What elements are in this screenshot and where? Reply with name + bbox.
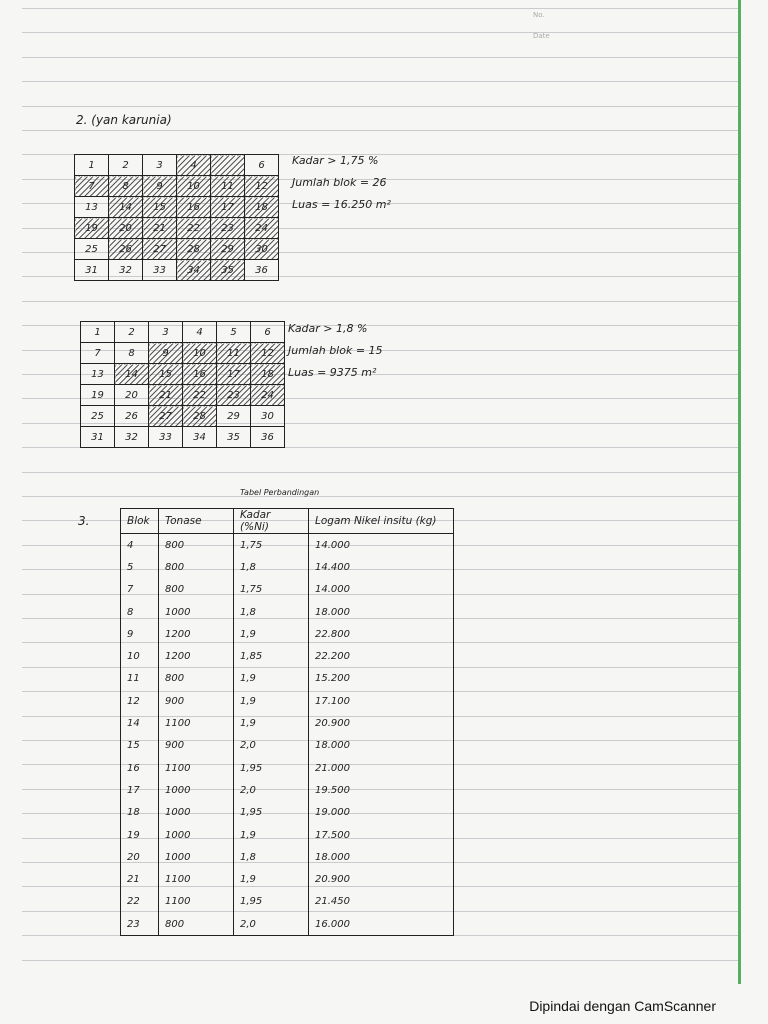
header-no-label: No. (533, 11, 545, 19)
table-cell: 1200 (159, 645, 234, 667)
grid-cell: 35 (217, 427, 251, 448)
table-cell: 1,95 (234, 802, 309, 824)
header-blok: Blok (121, 509, 159, 534)
grid-cell: 13 (75, 197, 109, 218)
table-cell: 1,9 (234, 868, 309, 890)
table-row (121, 802, 454, 824)
table-row (121, 891, 454, 913)
grid-cell: 10 (177, 176, 211, 197)
table-cell: 2,0 (234, 913, 309, 936)
table-caption: Tabel Perbandingan (240, 488, 320, 497)
grid-cell: 12 (251, 343, 285, 364)
grid-1-kadar: Kadar > 1,75 % (292, 154, 379, 167)
grid-cell: 2 (109, 155, 143, 176)
section-2-title: 2. (yan karunia) (76, 113, 172, 127)
table-cell: 19 (121, 824, 159, 846)
grid-row (75, 239, 279, 260)
table-cell: 22.800 (309, 623, 454, 645)
grid-cell: 6 (251, 322, 285, 343)
table-row (121, 690, 454, 712)
table-cell: 5 (121, 556, 159, 578)
table-cell: 21 (121, 868, 159, 890)
table-cell: 1000 (159, 846, 234, 868)
grid-cell: 23 (211, 218, 245, 239)
grid-cell: 31 (75, 260, 109, 281)
grid-cell: 36 (245, 260, 279, 281)
table-row (121, 645, 454, 667)
grid-cell: 14 (109, 197, 143, 218)
grid-cell: 2 (115, 322, 149, 343)
grid-cell: 15 (143, 197, 177, 218)
table-cell: 1,8 (234, 601, 309, 623)
grid-cell: 28 (183, 406, 217, 427)
table-cell: 16.000 (309, 913, 454, 936)
table-cell: 23 (121, 913, 159, 936)
table-cell: 2,0 (234, 735, 309, 757)
grid-row (75, 176, 279, 197)
ruled-line (22, 960, 738, 961)
grid-1-jumlah-blok: Jumlah blok = 26 (292, 176, 387, 189)
table-cell: 7 (121, 579, 159, 601)
table-cell: 21.000 (309, 757, 454, 779)
table-cell: 22 (121, 891, 159, 913)
grid-cell: 12 (245, 176, 279, 197)
grid-cell: 11 (217, 343, 251, 364)
grid-cell: 7 (81, 343, 115, 364)
grid-cell: 3 (143, 155, 177, 176)
grid-cell: 32 (115, 427, 149, 448)
grid-row (81, 343, 285, 364)
grid-cell: 28 (177, 239, 211, 260)
table-cell: 1000 (159, 802, 234, 824)
table-cell: 19.500 (309, 779, 454, 801)
grid-cell: 35 (211, 260, 245, 281)
table-cell: 18.000 (309, 735, 454, 757)
table-row (121, 735, 454, 757)
header-tonase: Tonase (159, 509, 234, 534)
table-cell: 1,9 (234, 668, 309, 690)
section-3-number: 3. (78, 514, 90, 528)
grid-cell: 5 (217, 322, 251, 343)
ruled-line (22, 496, 738, 497)
grid-cell: 18 (251, 364, 285, 385)
table-cell: 20 (121, 846, 159, 868)
comparison-table (120, 508, 454, 936)
grid-cell: 24 (251, 385, 285, 406)
grid-row (81, 322, 285, 343)
grid-cell: 27 (143, 239, 177, 260)
grid-2-kadar: Kadar > 1,8 % (288, 322, 368, 335)
grid-cell: 30 (245, 239, 279, 260)
table-row (121, 846, 454, 868)
grid-cell (211, 155, 245, 176)
grid-cell: 29 (217, 406, 251, 427)
grid-cell: 17 (217, 364, 251, 385)
grid-row (75, 218, 279, 239)
table-cell: 1000 (159, 824, 234, 846)
table-cell: 1,85 (234, 645, 309, 667)
table-cell: 1200 (159, 623, 234, 645)
header-date-label: Date (533, 32, 550, 40)
grid-cell: 8 (115, 343, 149, 364)
grid-row (75, 260, 279, 281)
table-cell: 20.900 (309, 712, 454, 734)
grid-cell: 34 (177, 260, 211, 281)
grid-cell: 19 (81, 385, 115, 406)
table-row (121, 824, 454, 846)
grid-cell: 32 (109, 260, 143, 281)
grid-row (81, 385, 285, 406)
grid-cell: 17 (211, 197, 245, 218)
table-cell: 15 (121, 735, 159, 757)
table-cell: 1100 (159, 868, 234, 890)
grid-cell: 22 (183, 385, 217, 406)
table-cell: 1100 (159, 891, 234, 913)
grid-cell: 15 (149, 364, 183, 385)
table-row (121, 534, 454, 557)
grid-row (75, 197, 279, 218)
grid-cell: 7 (75, 176, 109, 197)
table-cell: 14.000 (309, 579, 454, 601)
grid-cell: 10 (183, 343, 217, 364)
ruled-line (22, 301, 738, 302)
grid-cell: 4 (177, 155, 211, 176)
grid-cell: 21 (143, 218, 177, 239)
grid-cell: 3 (149, 322, 183, 343)
ruled-line (22, 81, 738, 82)
grid-row (81, 406, 285, 427)
grid-cell: 23 (217, 385, 251, 406)
table-cell: 9 (121, 623, 159, 645)
grid-cell: 29 (211, 239, 245, 260)
table-row (121, 579, 454, 601)
table-cell: 1,8 (234, 846, 309, 868)
grid-cell: 14 (115, 364, 149, 385)
table-cell: 900 (159, 735, 234, 757)
table-row (121, 601, 454, 623)
grid-cell: 1 (81, 322, 115, 343)
ruled-line (22, 130, 738, 131)
table-cell: 1,95 (234, 891, 309, 913)
grid-cell: 20 (109, 218, 143, 239)
grid-cell: 16 (177, 197, 211, 218)
grid-cell: 9 (143, 176, 177, 197)
table-cell: 19.000 (309, 802, 454, 824)
table-cell: 21.450 (309, 891, 454, 913)
table-cell: 1100 (159, 757, 234, 779)
table-cell: 17 (121, 779, 159, 801)
grid-cell: 22 (177, 218, 211, 239)
table-cell: 17.500 (309, 824, 454, 846)
grid-cell: 18 (245, 197, 279, 218)
table-row (121, 779, 454, 801)
margin-line (738, 0, 741, 984)
table-row (121, 668, 454, 690)
grid-2-info (288, 318, 383, 384)
table-cell: 12 (121, 690, 159, 712)
grid-cell: 33 (149, 427, 183, 448)
grid-cell: 25 (75, 239, 109, 260)
table-cell: 1,9 (234, 712, 309, 734)
grid-cell: 16 (183, 364, 217, 385)
table-cell: 14 (121, 712, 159, 734)
grid-row (75, 155, 279, 176)
table-cell: 1,75 (234, 579, 309, 601)
table-cell: 18.000 (309, 601, 454, 623)
table-cell: 17.100 (309, 690, 454, 712)
table-cell: 11 (121, 668, 159, 690)
grid-cell: 25 (81, 406, 115, 427)
grid-cell: 30 (251, 406, 285, 427)
grid-2-luas: Luas = 9375 m² (288, 366, 377, 379)
table-cell: 800 (159, 556, 234, 578)
ruled-line (22, 57, 738, 58)
table-row (121, 868, 454, 890)
table-cell: 18 (121, 802, 159, 824)
table-cell: 2,0 (234, 779, 309, 801)
table-cell: 14.400 (309, 556, 454, 578)
table-cell: 4 (121, 534, 159, 557)
ruled-line (22, 472, 738, 473)
grid-row (81, 427, 285, 448)
grid-cell: 19 (75, 218, 109, 239)
block-grid-1 (74, 154, 279, 281)
table-cell: 15.200 (309, 668, 454, 690)
grid-cell: 31 (81, 427, 115, 448)
grid-2-jumlah-blok: Jumlah blok = 15 (288, 344, 383, 357)
grid-row (81, 364, 285, 385)
grid-cell: 24 (245, 218, 279, 239)
table-row (121, 757, 454, 779)
table-cell: 14.000 (309, 534, 454, 557)
grid-cell: 11 (211, 176, 245, 197)
grid-cell: 20 (115, 385, 149, 406)
grid-cell: 26 (115, 406, 149, 427)
table-cell: 22.200 (309, 645, 454, 667)
grid-cell: 1 (75, 155, 109, 176)
table-cell: 1,75 (234, 534, 309, 557)
table-cell: 800 (159, 668, 234, 690)
ruled-line (22, 32, 738, 33)
table-cell: 1,9 (234, 824, 309, 846)
header-kadar: Kadar (%Ni) (234, 509, 309, 534)
block-grid-2 (80, 321, 285, 448)
grid-cell: 6 (245, 155, 279, 176)
ruled-line (22, 8, 738, 9)
grid-cell: 26 (109, 239, 143, 260)
camscanner-watermark: Dipindai dengan CamScanner (529, 998, 716, 1014)
table-cell: 1,8 (234, 556, 309, 578)
grid-cell: 34 (183, 427, 217, 448)
table-cell: 16 (121, 757, 159, 779)
table-cell: 800 (159, 579, 234, 601)
table-cell: 800 (159, 534, 234, 557)
grid-cell: 4 (183, 322, 217, 343)
table-cell: 8 (121, 601, 159, 623)
table-header-row (121, 509, 454, 534)
table-cell: 1,9 (234, 623, 309, 645)
table-cell: 1000 (159, 779, 234, 801)
table-cell: 1100 (159, 712, 234, 734)
table-row (121, 712, 454, 734)
table-row (121, 913, 454, 936)
table-cell: 1,95 (234, 757, 309, 779)
table-cell: 18.000 (309, 846, 454, 868)
grid-cell: 9 (149, 343, 183, 364)
table-cell: 900 (159, 690, 234, 712)
table-cell: 20.900 (309, 868, 454, 890)
grid-cell: 21 (149, 385, 183, 406)
ruled-line (22, 106, 738, 107)
table-cell: 800 (159, 913, 234, 936)
table-cell: 1,9 (234, 690, 309, 712)
grid-cell: 33 (143, 260, 177, 281)
table-row (121, 623, 454, 645)
grid-cell: 36 (251, 427, 285, 448)
table-cell: 10 (121, 645, 159, 667)
table-row (121, 556, 454, 578)
grid-cell: 13 (81, 364, 115, 385)
grid-cell: 27 (149, 406, 183, 427)
table-cell: 1000 (159, 601, 234, 623)
grid-1-luas: Luas = 16.250 m² (292, 198, 391, 211)
grid-1-info (292, 150, 391, 216)
grid-cell: 8 (109, 176, 143, 197)
header-logam-nikel: Logam Nikel insitu (kg) (309, 509, 454, 534)
